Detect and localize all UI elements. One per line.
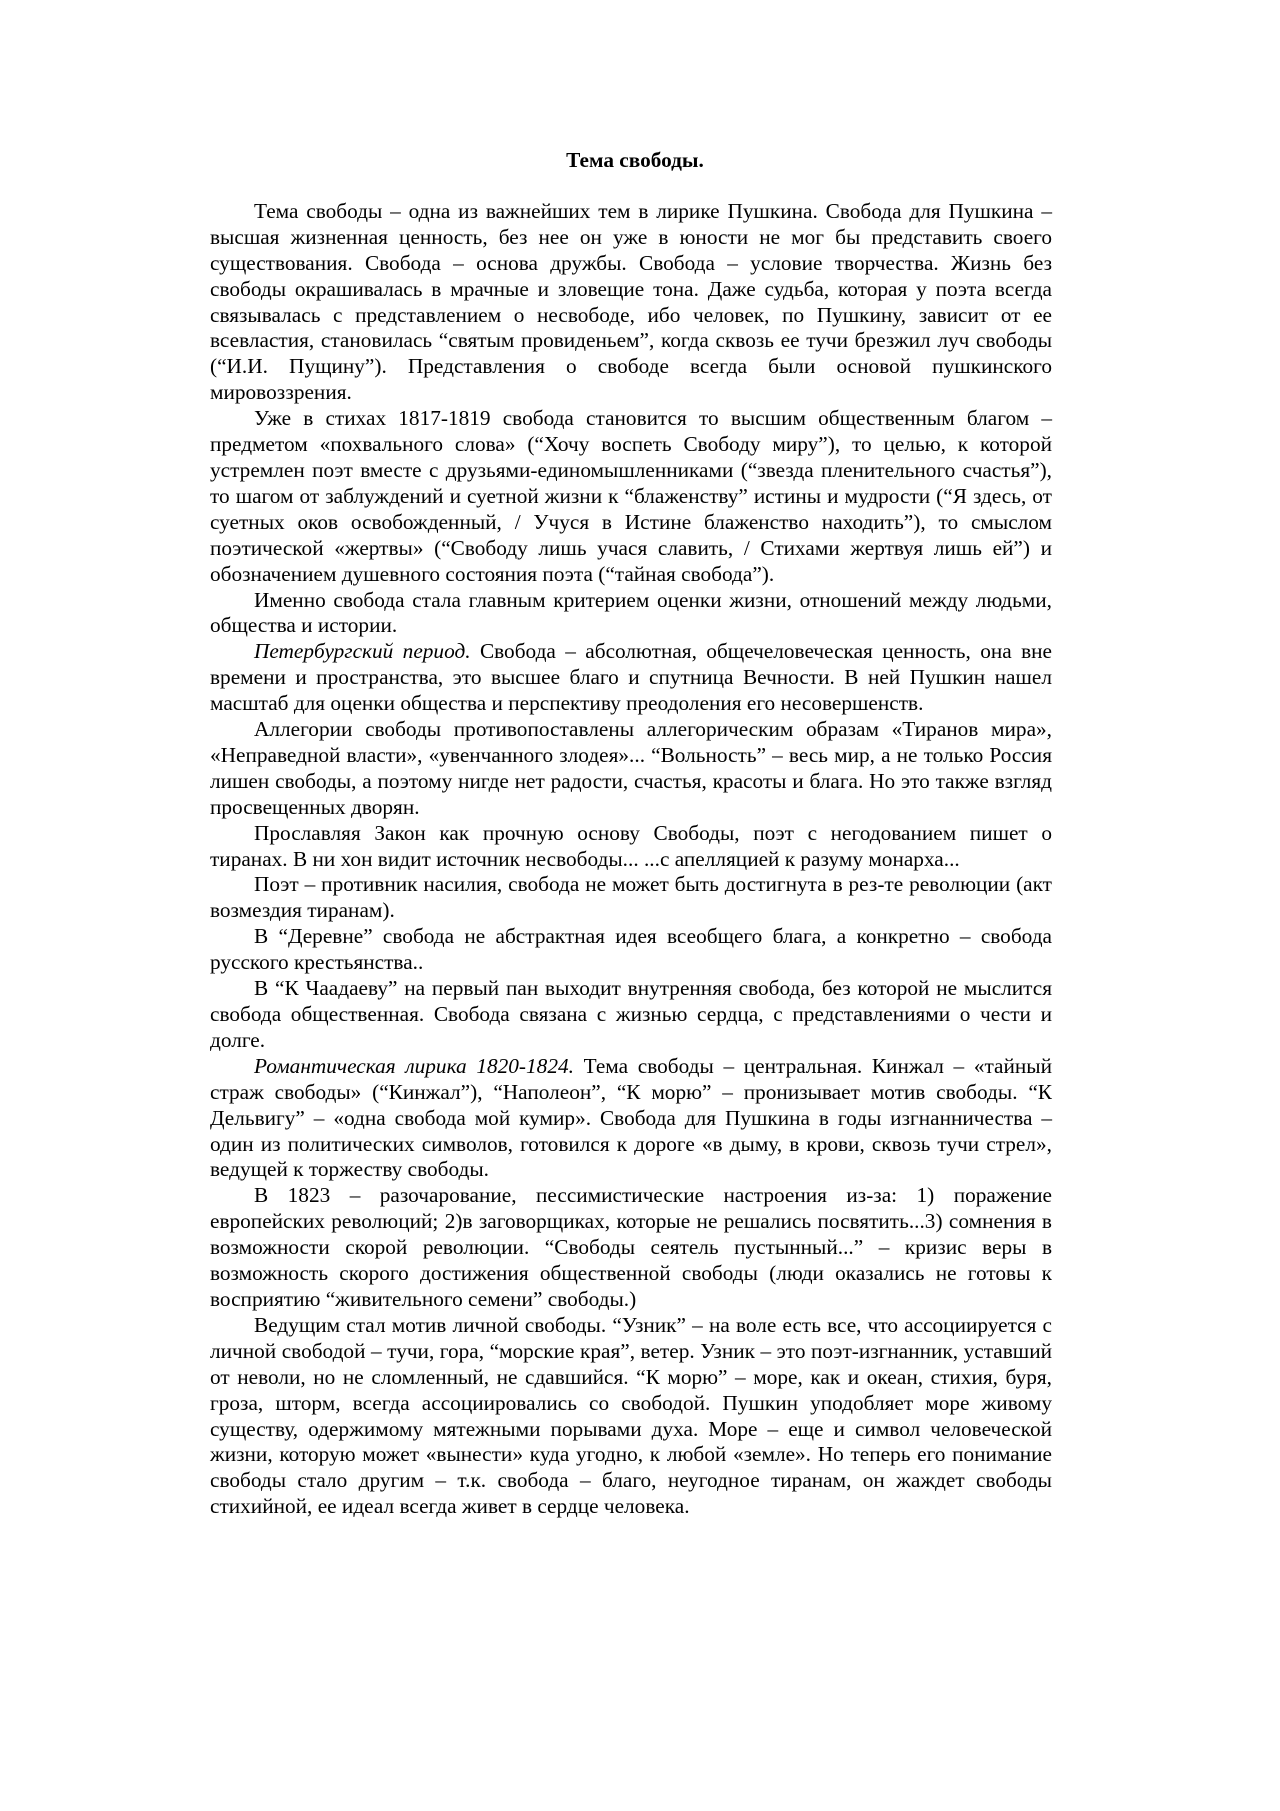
paragraph-text: Аллегории свободы противопоставлены аллегорическим образам «Тиранов мира», «Неправедной власти», «увенчанного злодея»... “Вольность” – весь мир, а не только Россия лишен свободы, а поэтому нигде нет радости, счастья, красоты и блага. Но это также взгляд просвещенных дворян. [210,717,1052,819]
paragraph-9 [210,976,1052,1054]
paragraph-5 [210,717,1052,821]
paragraph-text: Поэт – противник насилия, свобода не может быть достигнута в рез-те революции (акт возмездия тиранам). [210,872,1052,923]
paragraph-7 [210,872,1052,924]
paragraph-3 [210,588,1052,640]
paragraph-1 [210,199,1052,406]
paragraph-10 [210,1054,1052,1184]
document-title: Тема свободы. [566,148,704,172]
paragraph-text: Тема свободы – центральная. Кинжал – «тайный страж свободы» (“Кинжал”), “Наполеон”, “К морю” – пронизывает мотив свободы. “К Дельвигу” – «одна свобода мой кумир». Свобода для Пушкина в годы изгнанничества – один из политических символов, готовился к дороге «в дыму, в крови, сквозь тучи стрел», ведущей к торжеству свободы. [210,1053,1052,1182]
paragraph-text: Ведущим стал мотив личной свободы. “Узник” – на воле есть все, что ассоциируется с личной свободой – тучи, гора, “морские края”, ветер. Узник – это поэт-изгнанник, уставший от неволи, но не сломленный, не сдавшийся. “К морю” – море, как и океан, стихия, буря, гроза, шторм, всегда ассоциировались со свободой. Пушкин уподобляет море живому существу, одержимому мятежными порывами духа. Море – еще и символ человеческой жизни, которую может «вынести» куда угодно, к любой «земле». Но теперь его понимание свободы стало другим – т.к. свобода – благо, неугодное тиранам, он жаждет свободы стихийной, ее идеал всегда живет в сердце человека. [210,1312,1052,1519]
paragraph-2 [210,406,1052,587]
document-page [210,148,1052,1520]
paragraph-8 [210,924,1052,976]
paragraph-text: Тема свободы – одна из важнейших тем в лирике Пушкина. Свобода для Пушкина – высшая жизненная ценность, без нее он уже в юности не мог бы представить своего существования. Свобода – основа дружбы. Свобода – условие творчества. Жизнь без свободы окрашивалась в мрачные и зловещие тона. Даже судьба, которая у поэта всегда связывалась с представлением о несвободе, ибо человек, по Пушкину, зависит от ее всевластия, становилась “святым провиденьем”, когда сквозь ее тучи брезжил луч свободы (“И.И. Пущину”). Представления о свободе всегда были основой пушкинского мировоззрения. [210,198,1052,405]
paragraph-text: В “К Чаадаеву” на первый пан выходит внутренняя свобода, без которой не мыслится свобода общественная. Свобода связана с жизнью сердца, с представлениями о чести и долге. [210,976,1052,1052]
paragraph-text: Именно свобода стала главным критерием оценки жизни, отношений между людьми, общества и истории. [210,587,1052,638]
paragraph-text: В “Деревне” свобода не абстрактная идея всеобщего блага, а конкретно – свобода русского крестьянства.. [210,924,1052,975]
paragraph-text: В 1823 – разочарование, пессимистические настроения из-за: 1) поражение европейских революций; 2)в заговорщиках, которые не решались посвятить...3) сомнения в возможности скорой революции. “Свободы сеятель пустынный...” – кризис веры в возможность скорого достижения общественной свободы (люди оказались не готовы к восприятию “живительного семени” свободы.) [210,1183,1052,1311]
section-heading-petersburg: Петербургский период. [254,639,471,664]
paragraph-text: Прославляя Закон как прочную основу Свободы, поэт с негодованием пишет о тиранах. В ни хон видит источник несвободы... ...с апелляцией к разуму монарха... [210,820,1052,871]
paragraph-6 [210,821,1052,873]
section-heading-romantic: Романтическая лирика 1820-1824. [254,1053,574,1078]
paragraph-text: Уже в стихах 1817-1819 свобода становится то высшим общественным благом – предметом «похвального слова» (“Хочу воспеть Свободу миру”), то целью, к которой устремлен поэт вместе с друзьями-единомышленниками (“звезда пленительного счастья”), то шагом от заблуждений и суетной жизни к “блаженству” истины и мудрости (“Я здесь, от суетных оков освобожденный, / Учуся в Истине блаженство находить”), то смыслом поэтической «жертвы» (“Свободу лишь учася славить, / Стихами жертвуя лишь ей”) и обозначением душевного состояния поэта (“тайная свобода”). [210,406,1052,586]
paragraph-12 [210,1313,1052,1520]
paragraph-4 [210,639,1052,717]
paragraph-11 [210,1183,1052,1313]
paragraph-text: Свобода – абсолютная, общечеловеческая ценность, она вне времени и пространства, это высшее благо и спутница Вечности. В ней Пушкин нашел масштаб для оценки общества и перспективу преодоления его несовершенств. [210,639,1052,716]
